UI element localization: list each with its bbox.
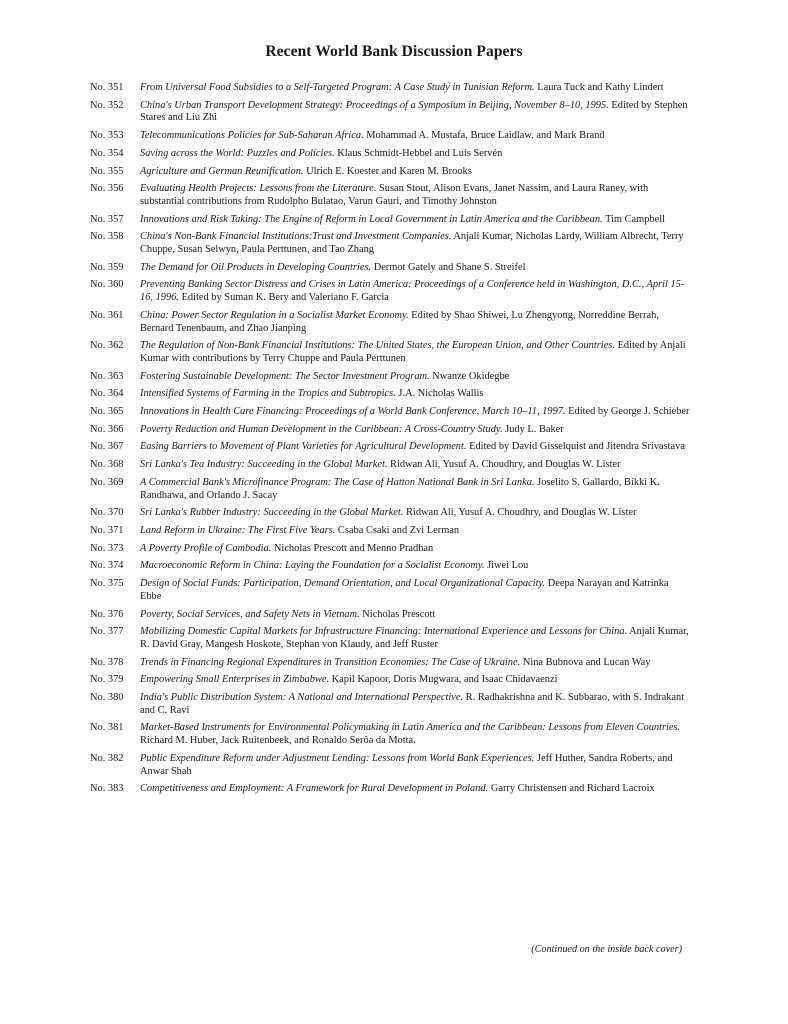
paper-authors: Edited by George J. Schieber bbox=[568, 406, 690, 418]
paper-authors: Edited by Anjali Kumar with contributions by Terry Chuppe and Paula Perttunen bbox=[140, 340, 686, 364]
paper-number: No. 351 bbox=[90, 82, 124, 93]
paper-authors: Ridwan Ali, Yusuf A. Choudhry, and Douglas W. Lister bbox=[390, 459, 621, 471]
paper-number: No. 354 bbox=[90, 147, 124, 159]
paper-title: China's Non-Bank Financial Institutions:Trust and Investment Companies. bbox=[140, 231, 452, 243]
paper-citation bbox=[140, 543, 690, 556]
paper-title: Mobilizing Domestic Capital Markets for Infrastructure Financing: International Experience and Lessons for China. bbox=[140, 626, 628, 638]
paper-title: Innovations in Health Care Financing: Proceedings of a World Bank Conference, March 10–11, 1997. bbox=[140, 406, 566, 418]
paper-authors: Csaba Csaki and Zvi Lerman bbox=[337, 524, 460, 536]
paper-number: No. 371 bbox=[90, 524, 124, 536]
paper-citation bbox=[140, 262, 690, 275]
paper-authors: Anjali Kumar, Nicholas Lardy, William Albrecht, Terry Chuppe, Susan Selwyn, Paula Perttunen, and Tao Zhang bbox=[140, 231, 684, 256]
paper-entry bbox=[90, 371, 690, 384]
paper-number: No. 361 bbox=[90, 309, 124, 321]
paper-number: No. 382 bbox=[90, 752, 124, 764]
paper-number: No. 360 bbox=[90, 279, 124, 291]
paper-number: No. 358 bbox=[90, 231, 124, 243]
paper-entry bbox=[90, 183, 690, 208]
paper-authors: Richard M. Huber, Jack Ruitenbeek, and Ronaldo Serôa da Motta. bbox=[140, 735, 416, 747]
paper-authors: Edited by Suman K. Bery and Valeriano F. Garcia bbox=[181, 292, 389, 304]
paper-number: No. 362 bbox=[90, 340, 124, 352]
paper-citation bbox=[140, 310, 690, 335]
paper-citation bbox=[140, 626, 690, 651]
paper-entry bbox=[90, 340, 690, 365]
paper-title: India's Public Distribution System: A National and International Perspective. bbox=[140, 692, 464, 704]
paper-entry bbox=[90, 525, 690, 538]
paper-number: No. 366 bbox=[90, 423, 124, 435]
paper-citation bbox=[140, 231, 690, 256]
paper-number: No. 369 bbox=[90, 476, 124, 488]
paper-entry bbox=[90, 674, 690, 687]
paper-entry bbox=[90, 477, 690, 502]
paper-citation bbox=[140, 100, 690, 125]
paper-title: Fostering Sustainable Development: The Sector Investment Program. bbox=[140, 370, 430, 382]
paper-entry bbox=[90, 130, 690, 143]
paper-number: No. 356 bbox=[90, 183, 124, 195]
paper-title: Saving across the World: Puzzles and Policies. bbox=[140, 147, 335, 159]
paper-citation bbox=[140, 183, 690, 208]
paper-entry bbox=[90, 560, 690, 573]
paper-authors: Jeff Huther, Sandra Roberts, and Anwar Shah bbox=[140, 752, 673, 777]
paper-citation bbox=[140, 609, 690, 622]
paper-number: No. 357 bbox=[90, 213, 124, 225]
paper-entry bbox=[90, 262, 690, 275]
paper-title: China's Urban Transport Development Strategy: Proceedings of a Symposium in Beijing, November 8–10, 1995. bbox=[140, 99, 609, 111]
paper-authors: R. Radhakrishna and K. Subbarao, with S. Indrakant and C. Ravi bbox=[140, 692, 685, 716]
paper-title: Intensified Systems of Farming in the Tropics and Subtropics. bbox=[140, 388, 396, 400]
paper-number: No. 364 bbox=[90, 388, 124, 400]
paper-title: A Commercial Bank's Microfinance Program: The Case of Hatton National Bank in Sri Lanka. bbox=[140, 476, 535, 488]
paper-entry bbox=[90, 279, 690, 304]
paper-entry bbox=[90, 543, 690, 556]
paper-entry bbox=[90, 578, 690, 603]
paper-entry bbox=[90, 753, 690, 778]
paper-entry bbox=[90, 231, 690, 256]
paper-title: Land Reform in Ukraine: The First Five Years. bbox=[140, 524, 336, 536]
paper-citation bbox=[140, 166, 690, 179]
paper-entry bbox=[90, 424, 690, 437]
paper-number: No. 363 bbox=[90, 370, 124, 382]
paper-authors: J.A. Nicholas Wallis bbox=[398, 388, 484, 400]
paper-title: Market-Based Instruments for Environmental Policymaking in Latin America and the Caribbean: Lessons from Eleven Countries. bbox=[140, 722, 681, 734]
paper-title: Macroeconomic Reform in China: Laying the Foundation for a Socialist Economy. bbox=[140, 560, 485, 572]
paper-number: No. 378 bbox=[90, 656, 124, 668]
paper-title: Preventing Banking Sector Distress and Crises in Latin America: Proceedings of a Conference held in Washington, D.C., April 15-16, 1996. bbox=[140, 279, 685, 304]
paper-list bbox=[90, 82, 690, 801]
paper-authors: Ulrich E. Koester and Karen M. Brooks bbox=[306, 165, 472, 177]
paper-authors: Mohammad A. Mustafa, Bruce Laidlaw, and Mark Brand bbox=[366, 130, 605, 142]
paper-entry bbox=[90, 722, 690, 747]
page-title: Recent World Bank Discussion Papers bbox=[265, 43, 523, 60]
paper-authors: Nicholas Prescott and Menno Pradhan bbox=[273, 542, 434, 554]
paper-title: Easing Barriers to Movement of Plant Varieties for Agricultural Development. bbox=[140, 441, 467, 453]
paper-number: No. 355 bbox=[90, 165, 124, 177]
paper-citation bbox=[140, 371, 690, 384]
paper-number: No. 368 bbox=[90, 459, 124, 471]
paper-number: No. 383 bbox=[90, 783, 124, 795]
paper-authors: Kapil Kapoor, Doris Mugwara, and Isaac Chidavaenzi bbox=[331, 674, 558, 686]
paper-entry bbox=[90, 783, 690, 796]
paper-title: Evaluating Health Projects: Lessons from the Literature. bbox=[140, 183, 377, 195]
paper-title: Sri Lanka's Tea Industry: Succeeding in the Global Market. bbox=[140, 459, 388, 471]
paper-citation bbox=[140, 560, 690, 573]
paper-entry bbox=[90, 166, 690, 179]
paper-citation bbox=[140, 279, 690, 304]
paper-authors: Laura Tuck and Kathy Lindert bbox=[537, 82, 664, 93]
paper-number: No. 365 bbox=[90, 406, 124, 418]
paper-citation bbox=[140, 148, 690, 161]
paper-citation bbox=[140, 722, 690, 747]
paper-authors: Edited by Shao Shiwei, Lu Zhengyong, Norreddine Berrah, Bernard Tenenbaum, and Zhao Jianping bbox=[140, 309, 659, 334]
paper-number: No. 377 bbox=[90, 626, 124, 638]
paper-authors: Anjali Kumar, R. David Gray, Mangesh Hoskote, Stephan von Klaudy, and Jeff Ruster bbox=[140, 626, 689, 650]
paper-title: Trends in Financing Regional Expenditures in Transition Economies: The Case of Ukraine. bbox=[140, 656, 521, 668]
paper-title: Poverty, Social Services, and Safety Nets in Vietnam. bbox=[140, 608, 360, 620]
continued-note: (Continued on the inside back cover) bbox=[531, 944, 682, 955]
paper-citation bbox=[140, 388, 690, 401]
paper-title: China: Power Sector Regulation in a Socialist Market Economy. bbox=[140, 309, 409, 321]
paper-citation bbox=[140, 507, 690, 520]
paper-citation bbox=[140, 578, 690, 603]
paper-citation bbox=[140, 441, 690, 454]
paper-citation bbox=[140, 753, 690, 778]
paper-title: From Universal Food Subsidies to a Self-Targeted Program: A Case Study in Tunisian Reform. bbox=[140, 82, 535, 93]
paper-authors: Edited by David Gisselquist and Jitendra Srivastava bbox=[469, 441, 685, 453]
paper-entry bbox=[90, 310, 690, 335]
paper-entry bbox=[90, 657, 690, 670]
paper-entry bbox=[90, 82, 690, 95]
paper-authors: Nwanze Okidegbe bbox=[432, 370, 510, 382]
paper-entry bbox=[90, 406, 690, 419]
paper-citation bbox=[140, 340, 690, 365]
paper-authors: Ridwan Ali, Yusuf A. Choudhry, and Douglas W. Lister bbox=[406, 507, 637, 519]
paper-entry bbox=[90, 148, 690, 161]
paper-title: Sri Lanka's Rubber Industry: Succeeding in the Global Market. bbox=[140, 507, 404, 519]
paper-citation bbox=[140, 459, 690, 472]
paper-title: The Demand for Oil Products in Developing Countries. bbox=[140, 261, 372, 273]
paper-authors: Deepa Narayan and Katrinka Ebbe bbox=[140, 578, 669, 602]
paper-number: No. 370 bbox=[90, 507, 124, 519]
paper-authors: Nina Bubnova and Lucan Way bbox=[522, 656, 651, 668]
paper-entry bbox=[90, 692, 690, 717]
paper-number: No. 375 bbox=[90, 578, 124, 590]
paper-number: No. 380 bbox=[90, 692, 124, 704]
paper-entry bbox=[90, 507, 690, 520]
paper-citation bbox=[140, 130, 690, 143]
paper-title: Empowering Small Enterprises in Zimbabwe. bbox=[140, 674, 330, 686]
paper-authors: Dermot Gately and Shane S. Streifel bbox=[373, 261, 526, 273]
paper-entry bbox=[90, 609, 690, 622]
paper-title: Telecommunications Policies for Sub-Saharan Africa. bbox=[140, 130, 364, 142]
paper-entry bbox=[90, 459, 690, 472]
paper-citation bbox=[140, 82, 690, 95]
paper-title: Innovations and Risk Taking: The Engine of Reform in Local Government in Latin America and the Caribbean. bbox=[140, 213, 603, 225]
paper-citation bbox=[140, 477, 690, 502]
paper-title: A Poverty Profile of Cambodia. bbox=[140, 542, 272, 554]
paper-entry bbox=[90, 626, 690, 651]
paper-authors: Nicholas Prescott bbox=[362, 608, 436, 620]
paper-number: No. 353 bbox=[90, 130, 124, 142]
paper-citation bbox=[140, 424, 690, 437]
paper-citation bbox=[140, 657, 690, 670]
paper-number: No. 367 bbox=[90, 441, 124, 453]
paper-authors: Klaus Schmidt-Hebbel and Luis Servén bbox=[337, 147, 503, 159]
paper-entry bbox=[90, 441, 690, 454]
paper-title: Public Expenditure Reform under Adjustment Lending: Lessons from World Bank Experiences. bbox=[140, 752, 535, 764]
paper-number: No. 373 bbox=[90, 542, 124, 554]
paper-citation bbox=[140, 214, 690, 227]
paper-citation bbox=[140, 783, 690, 796]
paper-number: No. 379 bbox=[90, 674, 124, 686]
paper-number: No. 359 bbox=[90, 261, 124, 273]
paper-number: No. 374 bbox=[90, 560, 124, 572]
paper-authors: Joselito S. Gallardo, Bikki K. Randhawa, and Orlando J. Sacay bbox=[140, 476, 660, 501]
paper-title: Competitiveness and Employment: A Framework for Rural Development in Poland. bbox=[140, 783, 489, 795]
paper-citation bbox=[140, 525, 690, 538]
paper-number: No. 352 bbox=[90, 99, 124, 111]
paper-citation bbox=[140, 406, 690, 419]
paper-authors: Tim Campbell bbox=[605, 213, 666, 225]
paper-authors: Jiwei Lou bbox=[487, 560, 529, 572]
paper-title: Poverty Reduction and Human Development in the Caribbean: A Cross-Country Study. bbox=[140, 423, 503, 435]
paper-number: No. 376 bbox=[90, 608, 124, 620]
paper-citation bbox=[140, 692, 690, 717]
paper-citation bbox=[140, 674, 690, 687]
paper-number: No. 381 bbox=[90, 722, 124, 734]
paper-entry bbox=[90, 100, 690, 125]
paper-authors: Judy L. Baker bbox=[505, 423, 564, 435]
paper-authors: Garry Christensen and Richard Lacroix bbox=[490, 783, 655, 795]
paper-title: The Regulation of Non-Bank Financial Institutions: The United States, the European Union, and Other Countries. bbox=[140, 340, 615, 352]
paper-title: Design of Social Funds: Participation, Demand Orientation, and Local Organizational Capacity. bbox=[140, 578, 546, 590]
paper-authors: Edited by Stephen Stares and Liu Zhi bbox=[140, 99, 688, 124]
paper-title: Agriculture and German Reunification. bbox=[140, 165, 304, 177]
paper-entry bbox=[90, 388, 690, 401]
paper-entry bbox=[90, 214, 690, 227]
paper-authors: Susan Stout, Alison Evans, Janet Nassim, and Laura Raney, with substantial contributions from Rudolpho Bulatao, Varun Gauri, and Timothy Johnston bbox=[140, 183, 649, 207]
